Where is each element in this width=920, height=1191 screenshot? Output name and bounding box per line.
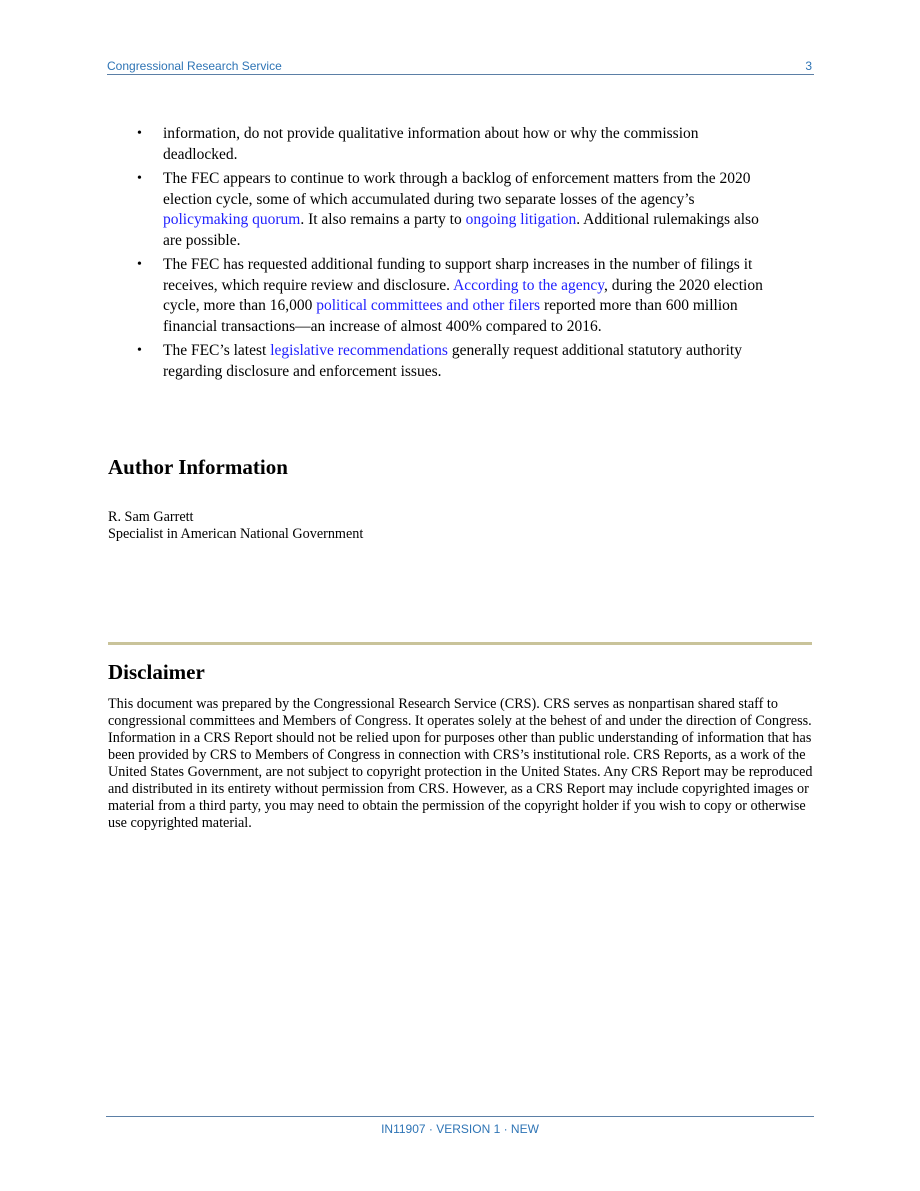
section-divider xyxy=(108,642,812,645)
bullet-text: The FEC has requested additional funding to support sharp increases in the number of filings it receives, which require review and disclosure. xyxy=(163,256,753,294)
bullet-item xyxy=(107,124,767,165)
disclaimer-text: This document was prepared by the Congressional Research Service (CRS). CRS serves as nonpartisan shared staff to congressional committees and Members of Congress. It operates solely at the behest of and under the direction of Congress. Information in a CRS Report should not be relied upon for purposes other than public understanding of information that has been provided by CRS to Members of Congress in connection with CRS’s institutional role. CRS Reports, as a work of the United States Government, are not subject to copyright protection in the United States. Any CRS Report may be reproduced and distributed in its entirety without permission from CRS. However, as a CRS Report may include copyrighted images or material from a third party, you may need to obtain the permission of the copyright holder if you wish to copy or otherwise use copyrighted material. xyxy=(108,696,813,831)
bullet-text: information, do not provide qualitative information about how or why the commission deadlocked. xyxy=(163,125,699,163)
author-title: Specialist in American National Government xyxy=(108,526,364,542)
bullet-item xyxy=(107,255,767,337)
inline-link[interactable]: policymaking quorum xyxy=(163,211,301,228)
inline-link[interactable]: legislative recommendations xyxy=(270,342,448,359)
bullet-dot: • xyxy=(137,257,142,272)
bullet-text: reported more than 600 million financial transactions—an increase of almost 400% compared to 2016. xyxy=(163,297,738,335)
footer-doc-id: IN11907 · VERSION 1 · NEW xyxy=(381,1122,539,1136)
bullet-text: . Additional rulemakings also are possible. xyxy=(163,211,759,249)
inline-link[interactable]: political committees and other filers xyxy=(316,297,541,314)
header-org-name: Congressional Research Service xyxy=(107,59,282,73)
disclaimer-heading: Disclaimer xyxy=(108,660,205,684)
author-block xyxy=(108,509,363,543)
page-footer xyxy=(106,1116,814,1136)
bullet-text: The FEC’s latest xyxy=(163,342,271,359)
bullet-text: , during the 2020 election cycle, more than 16,000 xyxy=(163,276,763,314)
page-header xyxy=(107,56,814,75)
bullet-dot: • xyxy=(137,343,142,358)
bullet-dot: • xyxy=(137,171,142,186)
author-information-heading: Author Information xyxy=(108,455,288,479)
bullet-text: The FEC appears to continue to work through a backlog of enforcement matters from the 2020 election cycle, some of which accumulated during two separate losses of the agency’s xyxy=(163,170,751,208)
bullet-text: generally request additional statutory authority regarding disclosure and enforcement issues. xyxy=(163,342,742,380)
author-name: R. Sam Garrett xyxy=(108,509,194,525)
bullet-text: . It also remains a party to xyxy=(300,211,466,228)
inline-link[interactable]: According to the agency xyxy=(453,276,605,294)
page-number: 3 xyxy=(805,59,812,73)
bullet-dot: • xyxy=(137,126,142,141)
bullet-list xyxy=(107,124,767,386)
bullet-item xyxy=(107,169,767,251)
bullet-item xyxy=(107,341,767,382)
inline-link[interactable]: ongoing litigation xyxy=(465,211,577,228)
